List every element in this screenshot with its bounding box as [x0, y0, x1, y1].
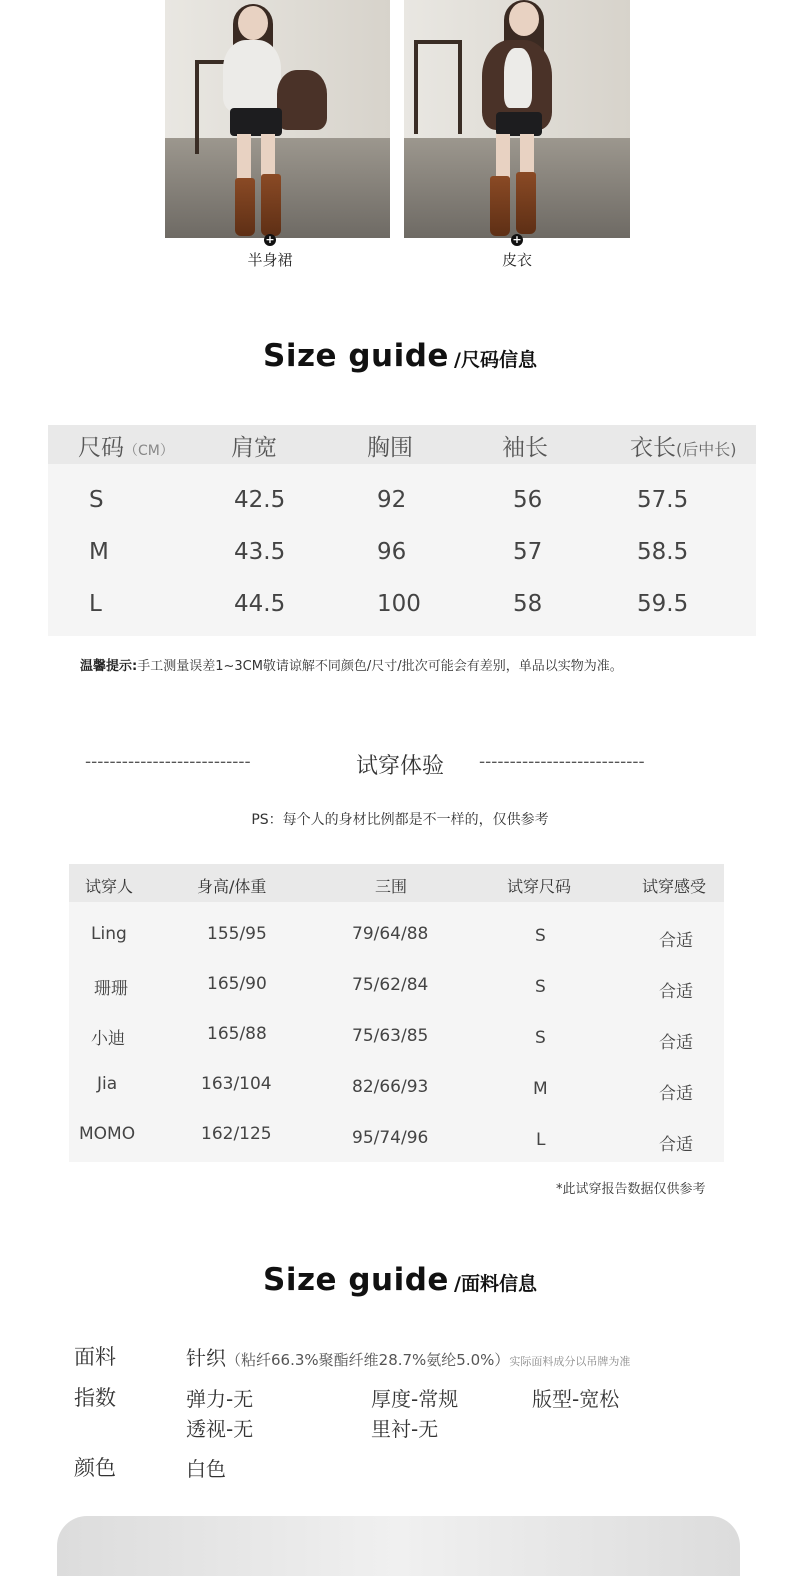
chest-cell: 96 — [377, 539, 407, 565]
measurements: 95/74/96 — [352, 1128, 429, 1148]
shoulder-cell: 43.5 — [234, 539, 286, 565]
header-feeling: 试穿感受 — [642, 877, 707, 896]
try-on-title: 试穿体验 — [355, 754, 444, 779]
tip-label: 温馨提示: — [80, 659, 138, 674]
size-cell: L — [89, 591, 102, 617]
sleeve-cell: 56 — [513, 487, 543, 513]
material-label: 面料 — [74, 1345, 116, 1369]
measurements: 75/63/85 — [352, 1026, 429, 1046]
lining: 里衬-无 — [371, 1417, 439, 1441]
measurements: 82/66/93 — [352, 1077, 429, 1097]
divider-left: --------------------------- — [85, 752, 251, 772]
next-section-panel — [57, 1516, 740, 1576]
try-on-table — [69, 864, 724, 1162]
tester-name: 小迪 — [91, 1029, 125, 1049]
transparency: 透视-无 — [186, 1417, 254, 1441]
try-size: S — [535, 1028, 546, 1048]
try-size: L — [536, 1130, 546, 1150]
material-value: 针织 — [186, 1346, 226, 1370]
tester-name: 珊珊 — [94, 979, 128, 999]
header-measurements: 三围 — [375, 877, 408, 896]
color-value: 白色 — [186, 1457, 226, 1481]
try-size: S — [535, 926, 546, 946]
size-guide-heading — [0, 338, 800, 374]
header-height-weight: 身高/体重 — [197, 877, 267, 896]
shoulder-cell: 42.5 — [234, 487, 286, 513]
try-size: S — [535, 977, 546, 997]
photo-caption-skirt: 半身裙 — [247, 251, 293, 269]
material-tiny-note: 实际面料成分以吊牌为准 — [509, 1355, 631, 1368]
plus-circle-icon[interactable]: + — [512, 233, 522, 246]
shoulder-cell: 44.5 — [234, 591, 286, 617]
size-table — [48, 425, 756, 636]
thickness: 厚度-常规 — [371, 1387, 459, 1411]
try-on-ps: PS：每个人的身材比例都是不一样的，仅供参考 — [251, 812, 549, 828]
size-cell: S — [89, 487, 104, 513]
chest-cell: 100 — [377, 591, 421, 617]
header-size: 尺码 — [78, 435, 124, 461]
product-photo-jacket — [404, 0, 630, 238]
height-weight: 165/90 — [207, 974, 267, 994]
try-size: M — [533, 1079, 548, 1099]
length-cell: 57.5 — [637, 487, 689, 513]
height-weight: 163/104 — [201, 1074, 272, 1094]
fit: 版型-宽松 — [532, 1387, 620, 1411]
feeling: 合适 — [659, 1084, 693, 1104]
header-chest: 胸围 — [367, 435, 413, 461]
product-photo-skirt — [165, 0, 390, 238]
material-value-group — [186, 1342, 630, 1371]
feeling: 合适 — [659, 1033, 693, 1053]
index-label: 指数 — [74, 1386, 116, 1410]
height-weight: 165/88 — [207, 1024, 267, 1044]
height-weight: 155/95 — [207, 924, 267, 944]
header-tester: 试穿人 — [85, 877, 134, 896]
header-length: 衣长 — [630, 435, 676, 461]
tip-text: 手工测量误差1~3CM敬请谅解不同颜色/尺寸/批次可能会有差别，单品以实物为准。 — [137, 659, 623, 674]
header-sleeve: 袖长 — [502, 435, 548, 461]
try-on-note: *此试穿报告数据仅供参考 — [556, 1182, 706, 1197]
header-shoulder: 肩宽 — [231, 435, 277, 461]
measurement-tip — [80, 655, 623, 674]
material-detail: （粘纤66.3%聚酯纤维28.7%氨纶5.0%） — [226, 1351, 510, 1369]
fabric-heading — [0, 1262, 800, 1298]
size-guide-subtitle: /尺码信息 — [454, 349, 537, 371]
color-label: 颜色 — [74, 1456, 116, 1480]
fabric-subtitle: /面料信息 — [454, 1273, 537, 1295]
photo-caption-jacket: 皮衣 — [501, 251, 532, 269]
feeling: 合适 — [659, 1135, 693, 1155]
try-on-table-header — [69, 864, 724, 902]
height-weight: 162/125 — [201, 1124, 272, 1144]
header-unit: （CM） — [124, 443, 174, 459]
size-guide-title: Size guide — [263, 338, 449, 374]
size-cell: M — [89, 539, 109, 565]
header-try-size: 试穿尺码 — [507, 877, 572, 896]
header-length-note: (后中长) — [676, 440, 737, 459]
feeling: 合适 — [659, 982, 693, 1002]
sleeve-cell: 57 — [513, 539, 543, 565]
plus-circle-icon[interactable]: + — [265, 233, 275, 246]
measurements: 79/64/88 — [352, 924, 429, 944]
length-cell: 59.5 — [637, 591, 689, 617]
tester-name: Jia — [97, 1074, 118, 1094]
fabric-title: Size guide — [263, 1262, 449, 1298]
length-cell: 58.5 — [637, 539, 689, 565]
elasticity: 弹力-无 — [186, 1387, 254, 1411]
tester-name: Ling — [91, 924, 127, 944]
chest-cell: 92 — [377, 487, 407, 513]
size-table-header — [48, 425, 756, 464]
measurements: 75/62/84 — [352, 975, 429, 995]
feeling: 合适 — [659, 931, 693, 951]
tester-name: MOMO — [79, 1124, 136, 1144]
sleeve-cell: 58 — [513, 591, 543, 617]
divider-right: --------------------------- — [479, 752, 645, 772]
